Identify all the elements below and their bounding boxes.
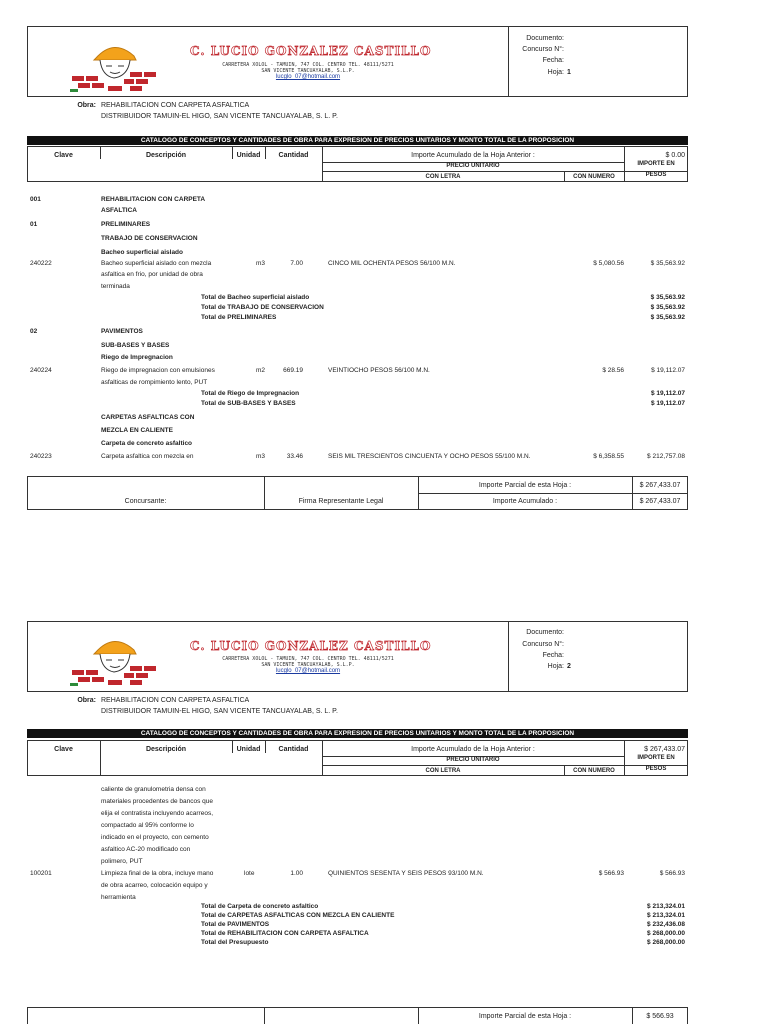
precio-numero-cell: $ 5,080.56 [593, 260, 624, 267]
col-unidad: Unidad [236, 152, 261, 159]
clave-cell: 02 [30, 328, 38, 335]
company-name: C. LUCIO GONZALEZ CASTILLO [190, 44, 432, 58]
col-cantidad: Cantidad [278, 152, 309, 159]
acumulado-label: Importe Acumulado : [492, 498, 558, 505]
cantidad-cell: 1.00 [290, 870, 303, 877]
importe-cell: $ 35,563.92 [650, 260, 685, 267]
descripcion-cell: PRELIMINARES [101, 221, 151, 228]
descripcion-cell: Carpeta asfaltica con mezcla en [101, 453, 194, 460]
acumulado-value: $ 267,433.07 [639, 498, 681, 505]
col-cantidad: Cantidad [278, 746, 309, 753]
importe-cell: $ 35,563.92 [650, 304, 685, 311]
importe-cell: $ 19,112.07 [651, 390, 685, 397]
unidad-cell: m2 [256, 367, 266, 374]
catalog-banner: CATALOGO DE CONCEPTOS Y CANTIDADES DE OBRA PARA EXPRESION DE PRECIOS UNITARIOS Y MONTO TOTAL DE LA PROPOSICION [27, 136, 688, 145]
company-address: CARRETERA XOLOL - TAMUIN, 747 COL. CENTRO TEL. 48111/5271 [222, 62, 394, 68]
hoja-label: Hoja: [547, 69, 564, 76]
clave-cell: 100201 [30, 870, 52, 877]
col-precio-unitario: PRECIO UNITARIO [446, 757, 500, 763]
hoja-number: 1 [567, 69, 571, 76]
concursante-label: Concursante: [124, 498, 167, 505]
col-con-letra: CON LETRA [425, 768, 461, 774]
col-precio-unitario: PRECIO UNITARIO [446, 163, 500, 169]
importe-cell: $ 566.93 [659, 870, 685, 877]
firma-label: Firma Representante Legal [298, 498, 384, 505]
importe-anterior-label: Importe Acumulado de la Hoja Anterior : [411, 746, 535, 753]
parcial-label: Importe Parcial de esta Hoja : [478, 482, 572, 489]
cantidad-cell: 669.19 [283, 367, 303, 374]
descripcion-cell: MEZCLA EN CALIENTE [101, 427, 173, 434]
descripcion-cell: materiales procedentes de bancos que [101, 798, 214, 805]
parcial-value: $ 566.93 [646, 1013, 674, 1020]
unidad-cell: m3 [256, 453, 266, 460]
precio-numero-cell: $ 566.93 [598, 870, 624, 877]
obra-label: Obra: [77, 697, 96, 704]
clave-cell: 240223 [30, 453, 52, 460]
concurso-label: Concurso N°: [522, 641, 564, 648]
obra-label: Obra: [77, 102, 96, 109]
unidad-cell: lote [244, 870, 255, 877]
col-unidad: Unidad [236, 746, 261, 753]
importe-cell: $ 213,324.01 [647, 903, 685, 910]
precio-letra-cell: QUINIENTOS SESENTA Y SEIS PESOS 93/100 M.N. [328, 870, 484, 877]
precio-letra-cell: SEIS MIL TRESCIENTOS CINCUENTA Y OCHO PESOS 55/100 M.N. [328, 453, 531, 460]
clave-cell: 240222 [30, 260, 52, 267]
importe-cell: $ 268,000.00 [647, 930, 685, 937]
hoja-label: Hoja: [547, 663, 564, 670]
importe-anterior-value: $ 267,433.07 [644, 746, 685, 753]
cantidad-cell: 7.00 [290, 260, 303, 267]
total-label: Total de Riego de Impregnacion [201, 390, 300, 397]
parcial-label: Importe Parcial de esta Hoja : [478, 1013, 572, 1020]
clave-cell: 240224 [30, 367, 52, 374]
importe-anterior-value: $ 0.00 [665, 152, 685, 159]
total-label: Total de PAVIMENTOS [201, 921, 270, 928]
obra-line1: REHABILITACION CON CARPETA ASFALTICA [101, 697, 250, 704]
total-label: Total de PRELIMINARES [201, 314, 277, 321]
importe-cell: $ 35,563.92 [650, 314, 685, 321]
importe-cell: $ 268,000.00 [647, 939, 685, 946]
descripcion-cell: PAVIMENTOS [101, 328, 143, 335]
col-importe-en: IMPORTE EN [637, 161, 675, 167]
catalog-banner: CATALOGO DE CONCEPTOS Y CANTIDADES DE OBRA PARA EXPRESION DE PRECIOS UNITARIOS Y MONTO TOTAL DE LA PROPOSICION [27, 729, 688, 738]
total-label: Total de Carpeta de concreto asfaltico [201, 903, 319, 910]
clave-cell: 01 [30, 221, 38, 228]
importe-cell: $ 213,324.01 [647, 912, 685, 919]
precio-letra-cell: VEINTIOCHO PESOS 56/100 M.N. [328, 367, 430, 374]
total-label: Total de CARPETAS ASFALTICAS CON MEZCLA EN CALIENTE [201, 912, 395, 919]
total-label: Total de SUB-BASES Y BASES [201, 400, 296, 407]
col-con-letra: CON LETRA [425, 174, 461, 180]
descripcion-cell: polimero, PUT [101, 858, 143, 865]
col-con-numero: CON NUMERO [573, 174, 615, 180]
documento-label: Documento: [526, 35, 564, 42]
col-clave: Clave [54, 152, 73, 159]
obra-line2: DISTRIBUIDOR TAMUIN-EL HIGO, SAN VICENTE TANCUAYALAB, S. L. P. [101, 708, 338, 715]
total-label: Total de REHABILITACION CON CARPETA ASFALTICA [201, 930, 369, 937]
total-label: Total del Presupuesto [201, 939, 269, 946]
importe-cell: $ 19,112.07 [651, 400, 685, 407]
descripcion-cell: asfalticas de rompimiento lento, PUT [101, 379, 208, 386]
descripcion-cell: Bacheo superficial aislado con mezcla [101, 260, 212, 267]
descripcion-cell: TRABAJO DE CONSERVACION [101, 235, 198, 242]
total-label: Total de TRABAJO DE CONSERVACION [201, 304, 324, 311]
company-email[interactable]: lucglo_07@hotmail.com [275, 668, 341, 674]
fecha-label: Fecha: [542, 57, 564, 64]
precio-numero-cell: $ 6,358.55 [593, 453, 624, 460]
company-name: C. LUCIO GONZALEZ CASTILLO [190, 639, 432, 653]
precio-numero-cell: $ 28.56 [602, 367, 624, 374]
descripcion-cell: asfaltico AC-20 modificado con [101, 846, 191, 853]
total-label: Total de Bacheo superficial aislado [201, 294, 310, 301]
descripcion-cell: Limpieza final de la obra, incluye mano [101, 870, 214, 877]
descripcion-cell: caliente de granulometria densa con [101, 786, 206, 793]
descripcion-cell: Bacheo superficial aislado [101, 249, 184, 256]
descripcion-cell: CARPETAS ASFALTICAS CON [101, 414, 195, 421]
unidad-cell: m3 [256, 260, 266, 267]
descripcion-cell: SUB-BASES Y BASES [101, 342, 170, 349]
company-city: SAN VICENTE TANCUAYALAB, S.L.P. [261, 662, 355, 668]
fecha-label: Fecha: [542, 652, 564, 659]
importe-cell: $ 232,436.08 [647, 921, 685, 928]
col-clave: Clave [54, 746, 73, 753]
descripcion-cell: Riego de Impregnacion [101, 354, 173, 361]
company-city: SAN VICENTE TANCUAYALAB, S.L.P. [261, 68, 355, 74]
descripcion-cell: de obra acarreo, colocación equipo y [101, 882, 208, 889]
cantidad-cell: 33.46 [286, 453, 303, 460]
company-logo [68, 36, 160, 94]
parcial-value: $ 267,433.07 [639, 482, 681, 489]
col-descripcion: Descripción [145, 746, 187, 753]
descripcion-cell: Riego de impregnacion con emulsiones [101, 367, 215, 374]
obra-line1: REHABILITACION CON CARPETA ASFALTICA [101, 102, 250, 109]
descripcion-cell: terminada [101, 283, 130, 290]
importe-cell: $ 35,563.92 [650, 294, 685, 301]
descripcion-cell: REHABILITACION CON CARPETA [101, 196, 206, 203]
company-logo [68, 630, 160, 688]
concurso-label: Concurso N°: [522, 46, 564, 53]
documento-label: Documento: [526, 629, 564, 636]
descripcion-cell: indicado en el proyecto, con cemento [101, 834, 209, 841]
col-descripcion: Descripción [145, 152, 187, 159]
descripcion-cell: Carpeta de concreto asfaltico [101, 440, 193, 447]
col-pesos: PESOS [645, 766, 667, 772]
descripcion-cell: compactado al 95% conforme lo [101, 822, 194, 829]
obra-line2: DISTRIBUIDOR TAMUIN-EL HIGO, SAN VICENTE TANCUAYALAB, S. L. P. [101, 113, 338, 120]
hoja-number: 2 [567, 663, 571, 670]
descripcion-cell: elija el contratista incluyendo acarreos, [101, 810, 214, 817]
company-email[interactable]: lucglo_07@hotmail.com [275, 74, 341, 80]
importe-anterior-label: Importe Acumulado de la Hoja Anterior : [411, 152, 535, 159]
importe-cell: $ 19,112.07 [651, 367, 685, 374]
clave-cell: 001 [30, 196, 41, 203]
company-address: CARRETERA XOLOL - TAMUIN, 747 COL. CENTRO TEL. 48111/5271 [222, 656, 394, 662]
descripcion-cell: ASFALTICA [101, 207, 137, 214]
col-pesos: PESOS [645, 172, 667, 178]
importe-cell: $ 212,757.08 [647, 453, 685, 460]
descripcion-cell: herramienta [101, 894, 136, 901]
col-con-numero: CON NUMERO [573, 768, 615, 774]
col-importe-en: IMPORTE EN [637, 755, 675, 761]
precio-letra-cell: CINCO MIL OCHENTA PESOS 56/100 M.N. [328, 260, 456, 267]
descripcion-cell: asfaltica en frio, por unidad de obra [101, 271, 203, 278]
